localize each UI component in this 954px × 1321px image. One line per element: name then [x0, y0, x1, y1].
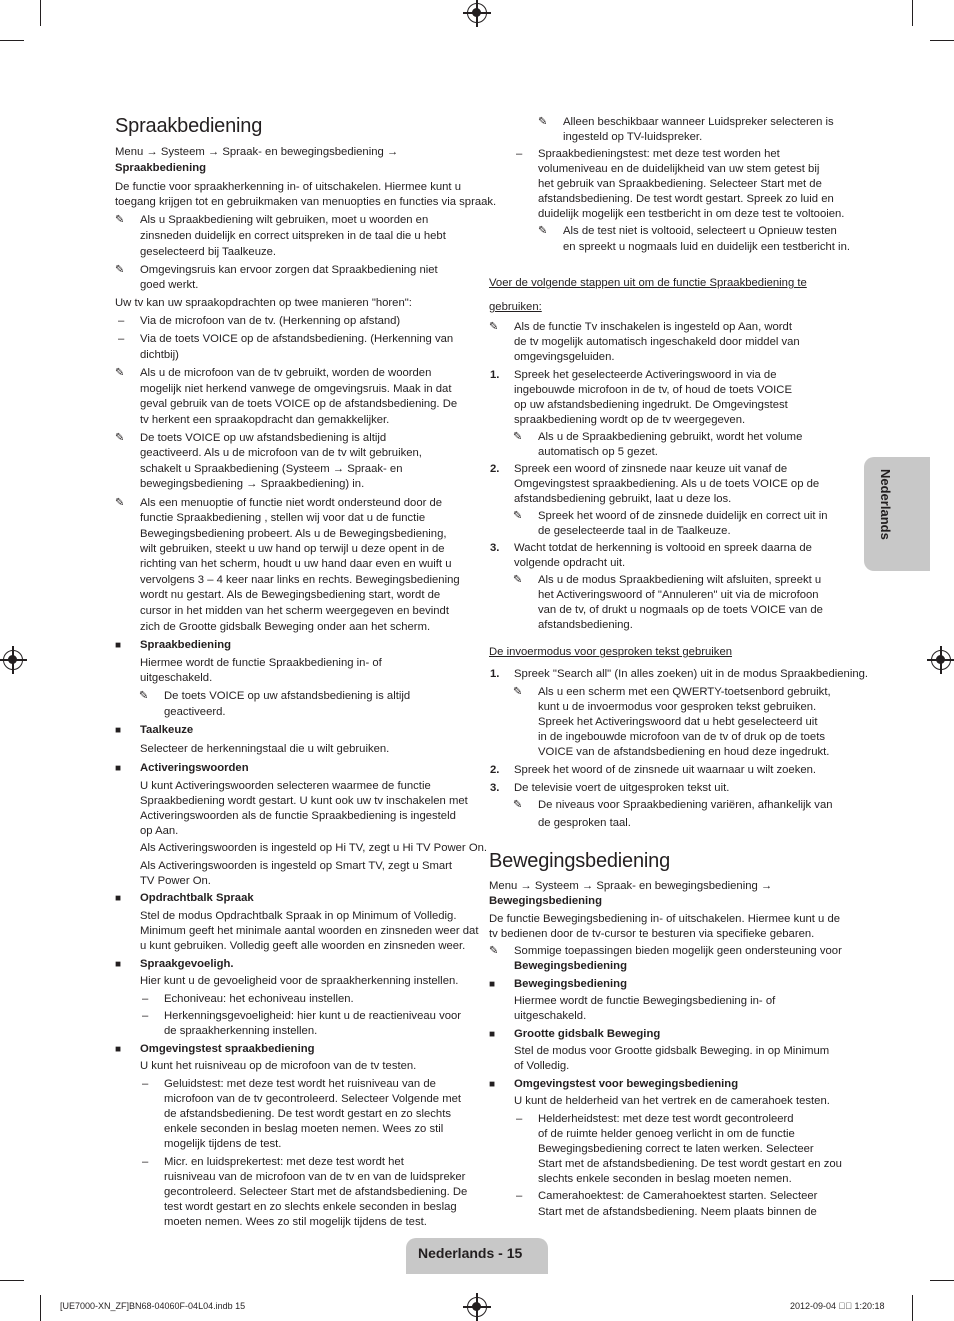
note-icon: ✎ [513, 431, 523, 443]
right-text-line: Bewegingsbediening [489, 895, 602, 907]
footer-date: 2012-09-04 ￿￿ 1:20:18 [790, 1301, 885, 1311]
page-number-label: Nederlands - 15 [418, 1245, 523, 1261]
right-text-line: Start met de afstandsbediening. Neem plaats binnen de [538, 1206, 817, 1218]
left-text-line: Via de microfoon van de tv. (Herkenning op afstand) [140, 315, 401, 327]
right-text-line: of de ruimte helder genoeg verlicht in om de functie [538, 1128, 795, 1140]
right-text-line: afstandsbediening. [538, 619, 633, 631]
note-icon: ✎ [115, 264, 125, 276]
right-text-line: in de ingebouwde microfoon van de tv of druk op de toets [538, 731, 826, 743]
left-text-line: Opdrachtbalk Spraak [140, 892, 254, 904]
right-text-line: Bewegingsbediening [514, 960, 627, 972]
left-text-line: geactiveerd. Als u de microfoon van de tv wilt gebruiken, [140, 447, 422, 459]
right-text-line: slechts enkele seconden in beslag moeten nemen. [538, 1173, 792, 1185]
right-text-line: ingesteld op TV-luidspreker. [563, 131, 703, 143]
registration-mark-icon [467, 1297, 487, 1317]
right-text-line: Als de test niet is voltooid, selecteert u Opnieuw testen [563, 225, 837, 237]
crop-mark [0, 1280, 24, 1281]
left-text-line: cursor in het midden van het scherm weergegeven en bevindt [140, 605, 449, 617]
right-text-line: Als u een scherm met een QWERTY-toetsenbord gebruikt, [538, 686, 831, 698]
bullet-icon: ■ [115, 725, 122, 736]
note-icon: ✎ [513, 686, 523, 698]
dash-marker: – [142, 1010, 149, 1022]
right-text-line: Spreek het woord of de zinsnede duidelijk en correct uit in [538, 510, 828, 522]
right-text-line: het gebruik van Spraakbediening. Selecteer Start met de [538, 178, 822, 190]
crop-mark [912, 0, 913, 26]
right-text-line: Spreek een woord of zinsnede naar keuze uit vanaf de [514, 463, 788, 475]
note-icon: ✎ [115, 214, 125, 226]
crop-mark [40, 0, 41, 26]
note-icon: ✎ [115, 497, 125, 509]
right-text-line: tv bedienen door de tv-cursor te besturen via specifieke gebaren. [489, 928, 815, 940]
step-number: 3. [490, 782, 500, 794]
left-text-line: De toets VOICE op uw afstandsbediening is altijd [140, 432, 387, 444]
left-text-line: wordt nu gestart. Als de Bewegingsbediening start, wordt de [140, 589, 441, 601]
left-text-line: op Aan. [140, 825, 179, 837]
right-text-line: Als de functie Tv inschakelen is ingesteld op Aan, wordt [514, 321, 792, 333]
left-text-line: geactiveerd. [164, 706, 226, 718]
left-text-line: microfoon van de tv gecontroleerd. Selecteer Volgende met [164, 1093, 462, 1105]
bullet-icon: ■ [489, 979, 496, 990]
right-text-line: Grootte gidsbalk Beweging [514, 1028, 661, 1040]
left-text-line: Omgevingsruis kan ervoor zorgen dat Spraakbediening niet [140, 264, 438, 276]
left-text-line: Via de toets VOICE op de afstandsbediening. (Herkenning van [140, 333, 454, 345]
right-text-line: Omgevingstest spraakbediening. Als u de toets VOICE op de [514, 478, 820, 490]
left-text-line: Spraakbediening [140, 639, 232, 651]
left-text-line: functie Spraakbediening , stellen wij voor dat u de functie [140, 512, 426, 524]
right-text-line: afstandsbediening gebruikt, laat u deze los. [514, 493, 732, 505]
left-text-line: de afstandsbediening. De test wordt gestart en zo slechts [164, 1108, 451, 1120]
right-text-line: omgevingsgeluiden. [514, 351, 615, 363]
left-text-line: Als een menuoptie of functie niet wordt ondersteund door de [140, 497, 443, 509]
page-number-tab [406, 1238, 548, 1274]
note-icon: ✎ [115, 367, 125, 379]
left-text-line: TV Power On. [140, 875, 211, 887]
left-text-line: schakelt u Spraakbediening (Systeem → Spraak- en [140, 463, 403, 475]
registration-mark-icon [467, 3, 487, 23]
right-text-line: Stel de modus voor Grootte gidsbalk Beweging. in op Minimum [514, 1045, 830, 1057]
left-text-line: ruisniveau van de microfoon van de tv en van de luidspreker [164, 1171, 466, 1183]
step-number: 2. [490, 463, 500, 475]
right-text-line: De niveaus voor Spraakbediening variëren, afhankelijk van [538, 799, 833, 811]
right-text-line: het Activeringswoord of "Annuleren" uit via de microfoon [538, 589, 819, 601]
left-text-line: Omgevingstest spraakbediening [140, 1043, 315, 1055]
crop-mark [912, 1295, 913, 1321]
left-text-line: Hiermee wordt de functie Spraakbediening in- of [140, 657, 382, 669]
left-text-line: u kunt gebruiken. Volledig geeft alle woorden en zinsneden weer. [140, 940, 466, 952]
note-icon: ✎ [513, 574, 523, 586]
dash-marker: – [516, 148, 523, 160]
bullet-icon: ■ [115, 763, 122, 774]
registration-mark-icon [3, 650, 23, 670]
right-text-line: uitgeschakeld. [514, 1010, 587, 1022]
bullet-icon: ■ [115, 893, 122, 904]
section-heading: Spraakbediening [115, 115, 263, 137]
right-text-line: De televisie voert de uitgesproken tekst uit. [514, 782, 730, 794]
bullet-icon: ■ [115, 640, 122, 651]
intro-text: De functie voor spraakherkenning in- of uitschakelen. Hiermee kunt u [115, 181, 461, 193]
left-text-line: mogelijk niet herkend vanwege de omgevingsruis. Maak in dat [140, 383, 452, 395]
step-number: 2. [490, 764, 500, 776]
language-tab [864, 457, 930, 571]
bullet-icon: ■ [115, 1044, 122, 1055]
right-text-line: De invoermodus voor gesproken tekst gebruiken [489, 646, 733, 658]
intro-text: toegang krijgen tot en gebruikmaken van menuopties en functies via spraak. [115, 196, 497, 208]
right-text-line: Helderheidstest: met deze test wordt gecontroleerd [538, 1113, 794, 1125]
left-text-line: vervolgens 3 – 4 keer naar links en rechts. Bewegingsbediening [140, 574, 460, 586]
left-text-line: Spraakgevoeligh. [140, 958, 234, 970]
left-text-line: Echoniveau: het echoniveau instellen. [164, 993, 354, 1005]
dash-marker: – [516, 1190, 523, 1202]
bullet-icon: ■ [489, 1079, 496, 1090]
right-text-line: Menu → Systeem → Spraak- en bewegingsbediening → [489, 880, 773, 892]
crop-mark [930, 40, 954, 41]
right-text-line: ingebouwde microfoon in de tv, of houd de toets VOICE [514, 384, 792, 396]
left-text-line: Taalkeuze [140, 724, 194, 736]
dash-marker: – [118, 315, 125, 327]
right-text-line: kunt u de invoermodus voor gesproken tekst gebruiken. [538, 701, 817, 713]
right-text-line: Spreek "Search all" (In alles zoeken) uit in de modus Spraakbediening. [514, 668, 869, 680]
right-text-line: Spreek het Activeringswoord dat u hebt geselecteerd uit [538, 716, 818, 728]
right-text-line: de gesproken taal. [538, 817, 631, 829]
right-text-line: Camerahoektest: de Camerahoektest starten. Selecteer [538, 1190, 818, 1202]
left-text-line: dichtbij) [140, 349, 179, 361]
step-number: 1. [490, 369, 500, 381]
right-text-line: en spreekt u nogmaals luid en duidelijk een testbericht in. [563, 241, 850, 253]
left-text-line: zich de Grootte gidsbalk Beweging onder aan het scherm. [140, 621, 431, 633]
left-text-line: geval gebruik van de toets VOICE op de afstandsbediening. De [140, 398, 458, 410]
left-text-line: Activeringswoorden als de functie Spraakbediening is ingesteld [140, 810, 456, 822]
right-text-line: Spraakbedieningstest: met deze test worden het [538, 148, 780, 160]
right-text-line: van de tv, of drukt u nogmaals op de toets VOICE van de [538, 604, 823, 616]
left-text-line: U kunt het ruisniveau op de microfoon van de tv testen. [140, 1060, 417, 1072]
left-text-line: moeten nemen. Wees zo stil mogelijk tijdens de test. [164, 1216, 427, 1228]
bullet-icon: ■ [489, 1029, 496, 1040]
left-text-line: Selecteer de herkenningstaal die u wilt gebruiken. [140, 743, 390, 755]
left-text-line: test wordt gestart en zo slechts enkele seconden in beslag [164, 1201, 457, 1213]
crop-mark [40, 1295, 41, 1321]
right-text-line: Hiermee wordt de functie Bewegingsbediening in- of [514, 995, 776, 1007]
note-icon: ✎ [139, 690, 149, 702]
left-text-line: Uw tv kan uw spraakopdrachten op twee manieren "horen": [115, 297, 412, 309]
right-text-line: Bewegingsbediening [514, 978, 627, 990]
registration-mark-icon [931, 650, 951, 670]
right-text-line: U kunt de helderheid van het vertrek en de camerahoek testen. [514, 1095, 830, 1107]
left-text-line: Herkenningsgevoeligheid: hier kunt u de reactieniveau voor [164, 1010, 462, 1022]
left-text-line: Als u Spraakbediening wilt gebruiken, moet u woorden en [140, 214, 429, 226]
dash-marker: – [516, 1113, 523, 1125]
right-text-line: Sommige toepassingen bieden mogelijk geen ondersteuning voor [514, 945, 842, 957]
section-heading: Bewegingsbediening [489, 850, 670, 872]
left-text-line: enkele seconden in beslag moeten nemen. Wees zo stil [164, 1123, 444, 1135]
menu-path-target: Spraakbediening [115, 162, 207, 174]
right-text-line: Start met de afstandsbediening. De test wordt gestart en zou [538, 1158, 842, 1170]
dash-marker: – [142, 1078, 149, 1090]
left-text-line: wilt gebruiken, steekt u uw hand op terwijl u deze opent in de [140, 543, 445, 555]
note-icon: ✎ [115, 432, 125, 444]
left-text-line: Stel de modus Opdrachtbalk Spraak in op Minimum of Volledig. [140, 910, 457, 922]
left-text-line: Minimum geeft het minimale aantal woorden en zinsneden weer dat [140, 925, 479, 937]
right-text-line: Omgevingstest voor bewegingsbediening [514, 1078, 739, 1090]
dash-marker: – [142, 1156, 149, 1168]
right-text-line: de geselecteerde taal in de Taalkeuze. [538, 525, 731, 537]
left-text-line: Geluidstest: met deze test wordt het ruisniveau van de [164, 1078, 436, 1090]
right-text-line: automatisch op 5 gezet. [538, 446, 658, 458]
right-text-line: of Volledig. [514, 1060, 570, 1072]
right-text-line: Voer de volgende stappen uit om de functie Spraakbediening te [489, 277, 807, 289]
right-text-line: Als u de modus Spraakbediening wilt afsluiten, spreekt u [538, 574, 822, 586]
right-text-line: Spreek het geselecteerde Activeringswoord in via de [514, 369, 777, 381]
dash-marker: – [118, 333, 125, 345]
right-text-line: volgende opdracht uit. [514, 557, 626, 569]
left-text-line: Als Activeringswoorden is ingesteld op Hi TV, zegt u Hi TV Power On. [140, 842, 488, 854]
step-number: 3. [490, 542, 500, 554]
left-text-line: mogelijk tijdens de test. [164, 1138, 282, 1150]
footer-file: [UE7000-XN_ZF]BN68-04060F-04L04.indb 15 [60, 1301, 246, 1311]
note-icon: ✎ [489, 945, 499, 957]
right-text-line: De functie Bewegingsbediening in- of uitschakelen. Hiermee kunt u de [489, 913, 841, 925]
left-text-line: Spraakbediening wordt gestart. U kunt ook uw tv inschakelen met [140, 795, 468, 807]
note-icon: ✎ [538, 225, 548, 237]
left-text-line: richting van het scherm, houdt u uw hand daar even en wuift u [140, 558, 452, 570]
note-icon: ✎ [513, 799, 523, 811]
left-text-line: de spraakherkenning instellen. [164, 1025, 318, 1037]
left-text-line: goed werkt. [140, 279, 199, 291]
right-text-line: gebruiken: [489, 301, 542, 313]
left-text-line: Als u de microfoon van de tv gebruikt, worden de woorden [140, 367, 432, 379]
left-text-line: De toets VOICE op uw afstandsbediening is altijd [164, 690, 411, 702]
left-text-line: tv herkent een spraakopdracht dan gemakkelijker. [140, 414, 390, 426]
right-text-line: op uw afstandsbediening ingedrukt. De Omgevingstest [514, 399, 788, 411]
right-text-line: Als u de Spraakbediening gebruikt, wordt het volume [538, 431, 803, 443]
left-text-line: Activeringswoorden [140, 762, 249, 774]
right-text-line: de tv mogelijk automatisch ingeschakeld door middel van [514, 336, 800, 348]
right-text-line: Wacht totdat de herkenning is voltooid en spreek daarna de [514, 542, 812, 554]
right-text-line: Spreek het woord of de zinsnede uit waarnaar u wilt zoeken. [514, 764, 817, 776]
language-tab-label: Nederlands [878, 469, 894, 540]
right-text-line: duidelijk mogelijk een testbericht in om deze test te voltooien. [538, 208, 845, 220]
right-text-line: Alleen beschikbaar wanneer Luidspreker selecteren is [563, 116, 834, 128]
left-text-line: Bewegingsbediening probeert. Als u de Bewegingsbediening, [140, 528, 447, 540]
note-icon: ✎ [513, 510, 523, 522]
crop-mark [930, 1280, 954, 1281]
bullet-icon: ■ [115, 959, 122, 970]
left-text-line: U kunt Activeringswoorden selecteren waarmee de functie [140, 780, 431, 792]
right-text-line: VOICE van de afstandsbediening en houd deze ingedrukt. [538, 746, 830, 758]
right-text-line: spraakbediening wordt op de tv weergegeven. [514, 414, 746, 426]
dash-marker: – [142, 993, 149, 1005]
crop-mark [0, 40, 24, 41]
note-icon: ✎ [538, 116, 548, 128]
left-text-line: zinsneden duidelijk en correct uitspreken in de taal die u hebt [140, 230, 446, 242]
right-text-line: volumeniveau en de duidelijkheid van uw stem getest bij [538, 163, 820, 175]
note-icon: ✎ [489, 321, 499, 333]
left-text-line: Als Activeringswoorden is ingesteld op Smart TV, zegt u Smart [140, 860, 453, 872]
step-number: 1. [490, 668, 500, 680]
right-text-line: Bewegingsbediening correct te laten werken. Selecteer [538, 1143, 814, 1155]
left-text-line: geselecteerd bij Taalkeuze. [140, 246, 277, 258]
left-text-line: uitgeschakeld. [140, 672, 213, 684]
left-text-line: Hier kunt u de gevoeligheid voor de spraakherkenning instellen. [140, 975, 459, 987]
left-text-line: Micr. en luidsprekertest: met deze test wordt het [164, 1156, 404, 1168]
left-text-line: gecontroleerd. Selecteer Start met de afstandsbediening. De [164, 1186, 468, 1198]
menu-path: Menu → Systeem → Spraak- en bewegingsbediening → [115, 146, 399, 158]
right-text-line: afstandsbediening. De test wordt gestart. Spreek zo luid en [538, 193, 834, 205]
left-text-line: bewegingsbediening → Spraakbediening) in. [140, 478, 365, 490]
